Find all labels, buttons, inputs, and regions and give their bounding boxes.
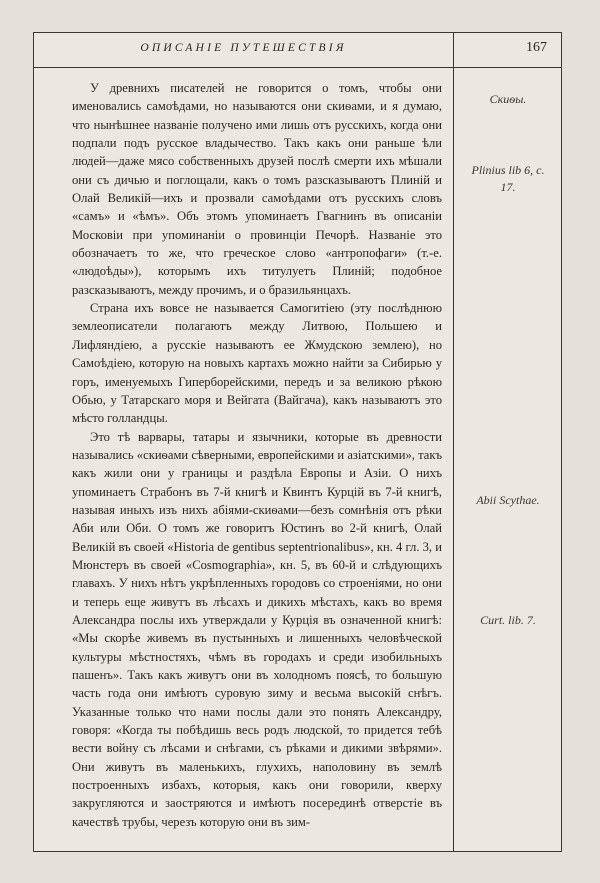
- header-divider: [453, 33, 454, 67]
- side-note-plinius: Plinius lib 6, c. 17.: [471, 163, 545, 194]
- running-title: ОПИСАНІЕ ПУТЕШЕСТВІЯ: [140, 42, 347, 54]
- main-text: [72, 79, 442, 831]
- paragraph: Это тѣ варвары, татары и язычники, которые въ древности назывались «скиѳами сѣверными, европейскими и азіатскими», такъ какъ жили они у границы и раздѣла Европы и Азіи. О нихъ упоминаетъ Страбонъ въ 7-й книгѣ и Квинтъ Курцій въ 7-й книгѣ, называя иныхъ изъ нихъ абіями-скиѳами—безъ сомнѣнія отъ рѣки Аби или Оби. О томъ же говоритъ Юстинъ во 2-й книгѣ, Олай Великій въ своей «Historia de gentibus septentrionalibus», кн. 4 гл. 3, и Мюнстеръ въ своей «Cosmographia», кн. 5, въ 60-й и слѣдующихъ главахъ. У нихъ нѣтъ укрѣпленныхъ городовъ со строеніями, но они и теперь еще живутъ въ лѣсахъ и дикихъ мѣстахъ, какъ во время Александра послы ихъ утверждали у Курція въ означенной книгѣ: «Мы скорѣе живемъ въ пустынныхъ и лишенныхъ человѣческой культуры мѣстностяхъ, чѣмъ въ городахъ и среди изобильныхъ пашенъ». Такъ какъ живутъ они въ холодномъ поясѣ, то большую часть года они имѣютъ суровую зиму и весьма высокій снѣгъ. Указанные только что нами послы дали это понять Александру, говоря: «Когда ты побѣдишь весь родъ людской, то придется тебѣ вести войну съ лѣсами и снѣгами, съ рѣками и дикими звѣрями». Они живутъ въ маленькихъ, глухихъ, наполовину въ землѣ построенныхъ избахъ, которыя, какъ они говорили, кверху закругляются и заостряются и имѣютъ посерединѣ отверстіе въ качествѣ трубы, черезъ которую они въ зим-: [72, 429, 442, 829]
- paragraph: У древнихъ писателей не говорится о томъ, чтобы они именовались самоѣдами, но называются они скиѳами, и я думаю, что нынѣшнее названіе получено ими лишь отъ русскихъ, когда они подпали подъ русское владычество. Такъ какъ они раньше ѣли людей—даже мясо собственныхъ друзей послѣ смерти ихъ мѣшали они съ дичью и поглощали, какъ о томъ разсказываютъ Плиній и Олай Великій—ихъ и прозвали самоѣдами отъ русскихъ словъ «самъ» и «ѣмъ». Объ этомъ упоминаетъ Гвагнинъ въ описаніи Московіи при упоминаніи о провинціи Печорѣ. Названіе это обозначаетъ то же, что греческое слово «антропофаги» (т.-е. «людоѣды»), которымъ ихъ титулуетъ Плиній; подобное разсказываютъ, между прочимъ, и о бразильянцахъ.: [72, 81, 442, 297]
- side-note-abii-scythae: Abii Scythae.: [476, 493, 540, 507]
- side-note-scythians: Скиѳы.: [489, 92, 527, 106]
- paragraph: Страна ихъ вовсе не называется Самогитіею (эту послѣднюю землеописатели полагаютъ между Литвою, Польшею и Лифляндіею, а русскіе называютъ ее Жмудскою землею), но Самоѣдіею, которую на новыхъ картахъ можно найти за Сибирью у горъ, именуемыхъ Гиперборейскими, передъ и за великою рѣкою Обью, у Татарскаго моря и Вейгата (Вайгача), какъ называютъ это мѣсто голландцы.: [72, 301, 442, 426]
- page-header: [34, 33, 561, 68]
- page-frame: [33, 32, 562, 852]
- side-note-curtius: Curt. lib. 7.: [480, 613, 536, 627]
- page-number: 167: [526, 40, 547, 55]
